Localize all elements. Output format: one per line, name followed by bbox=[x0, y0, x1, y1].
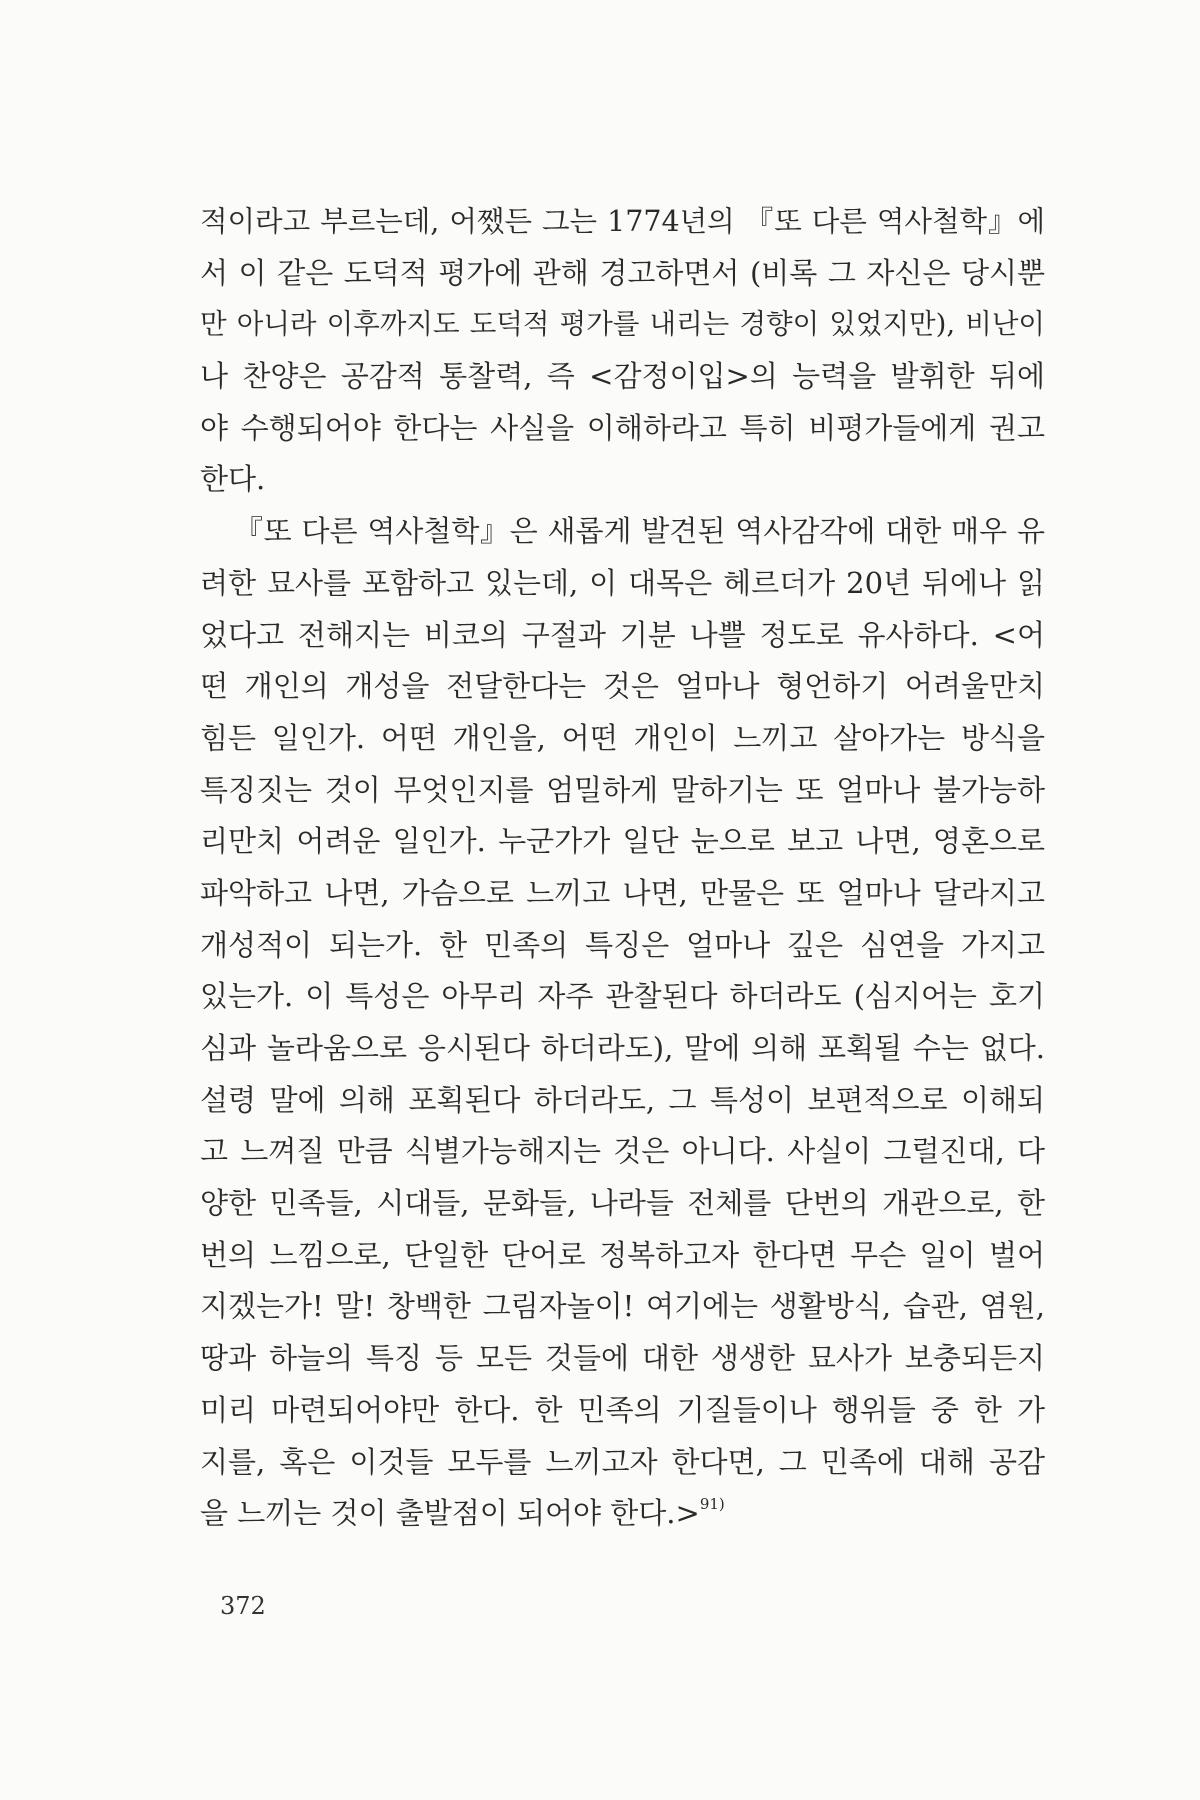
line-text: 미리 마련되어야만 한다. 한 민족의 기질들이나 행위들 중 한 가 bbox=[200, 1392, 1045, 1427]
line-text: 땅과 하늘의 특징 등 모든 것들에 대한 생생한 묘사가 보충되든지 bbox=[200, 1341, 1045, 1376]
text-line bbox=[200, 1333, 1045, 1385]
text-line bbox=[200, 920, 1045, 972]
line-text: 『또 다른 역사철학』은 새롭게 발견된 역사감각에 대한 매우 유 bbox=[234, 514, 1045, 549]
line-text: 양한 민족들, 시대들, 문화들, 나라들 전체를 단번의 개관으로, 한 bbox=[200, 1186, 1045, 1221]
text-line bbox=[200, 196, 1045, 248]
paragraph bbox=[200, 506, 1045, 1540]
text-line bbox=[200, 661, 1045, 713]
line-text: 을 느끼는 것이 출발점이 되어야 한다.> bbox=[200, 1496, 700, 1531]
text-line bbox=[200, 1488, 1045, 1540]
text-line bbox=[200, 558, 1045, 610]
footnote-reference: 91) bbox=[699, 1495, 725, 1514]
line-text: 리만치 어려운 일인가. 누군가가 일단 눈으로 보고 나면, 영혼으로 bbox=[200, 824, 1045, 859]
text-line bbox=[200, 816, 1045, 868]
line-text: 나 찬양은 공감적 통찰력, 즉 <감정이입>의 능력을 발휘한 뒤에 bbox=[200, 359, 1045, 394]
line-text: 떤 개인의 개성을 전달한다는 것은 얼마나 형언하기 어려울만치 bbox=[200, 669, 1045, 704]
line-text: 야 수행되어야 한다는 사실을 이해하라고 특히 비평가들에게 권고 bbox=[200, 410, 1045, 445]
text-line bbox=[200, 868, 1045, 920]
text-line bbox=[200, 248, 1045, 300]
line-text: 파악하고 나면, 가슴으로 느끼고 나면, 만물은 또 얼마나 달라지고 bbox=[200, 875, 1045, 910]
text-line bbox=[200, 765, 1045, 817]
text-line bbox=[200, 1075, 1045, 1127]
line-text: 특징짓는 것이 무엇인지를 엄밀하게 말하기는 또 얼마나 불가능하 bbox=[200, 772, 1045, 807]
text-line bbox=[200, 454, 1045, 506]
text-line bbox=[200, 1385, 1045, 1437]
body-text bbox=[200, 196, 1045, 1540]
line-text: 개성적이 되는가. 한 민족의 특징은 얼마나 깊은 심연을 가지고 bbox=[200, 927, 1045, 962]
text-line bbox=[200, 713, 1045, 765]
text-line bbox=[200, 1437, 1045, 1489]
text-line bbox=[200, 351, 1045, 403]
line-text: 힘든 일인가. 어떤 개인을, 어떤 개인이 느끼고 살아가는 방식을 bbox=[200, 720, 1045, 755]
line-text: 번의 느낌으로, 단일한 단어로 정복하고자 한다면 무슨 일이 벌어 bbox=[200, 1237, 1045, 1272]
line-text: 고 느껴질 만큼 식별가능해지는 것은 아니다. 사실이 그럴진대, 다 bbox=[200, 1134, 1045, 1169]
paragraph bbox=[200, 196, 1045, 506]
text-line bbox=[200, 1230, 1045, 1282]
line-text: 설령 말에 의해 포획된다 하더라도, 그 특성이 보편적으로 이해되 bbox=[200, 1082, 1045, 1117]
line-text: 적이라고 부르는데, 어쨌든 그는 1774년의 『또 다른 역사철학』에 bbox=[200, 205, 1045, 238]
line-text: 심과 놀라움으로 응시된다 하더라도), 말에 의해 포획될 수는 없다. bbox=[200, 1031, 1045, 1065]
text-line bbox=[200, 403, 1045, 455]
text-line bbox=[200, 1178, 1045, 1230]
page-number: 372 bbox=[220, 1592, 266, 1620]
line-text: 었다고 전해지는 비코의 구절과 기분 나쁠 정도로 유사하다. <어 bbox=[200, 617, 1045, 652]
text-line bbox=[200, 971, 1045, 1023]
line-text: 지겠는가! 말! 창백한 그림자놀이! 여기에는 생활방식, 습관, 염원, bbox=[200, 1289, 1045, 1324]
line-text: 서 이 같은 도덕적 평가에 관해 경고하면서 (비록 그 자신은 당시뿐 bbox=[200, 255, 1045, 290]
line-text: 지를, 혹은 이것들 모두를 느끼고자 한다면, 그 민족에 대해 공감 bbox=[200, 1444, 1045, 1479]
line-text: 있는가. 이 특성은 아무리 자주 관찰된다 하더라도 (심지어는 호기 bbox=[200, 979, 1045, 1014]
line-text: 한다. bbox=[200, 462, 266, 497]
text-line bbox=[200, 610, 1045, 662]
text-line bbox=[200, 1023, 1045, 1075]
text-line bbox=[200, 506, 1045, 558]
line-text: 려한 묘사를 포함하고 있는데, 이 대목은 헤르더가 20년 뒤에나 읽 bbox=[200, 565, 1045, 600]
text-line bbox=[200, 1126, 1045, 1178]
text-line bbox=[200, 1281, 1045, 1333]
text-line bbox=[200, 299, 1045, 351]
line-text: 만 아니라 이후까지도 도덕적 평가를 내리는 경향이 있었지만), 비난이 bbox=[200, 308, 1045, 341]
